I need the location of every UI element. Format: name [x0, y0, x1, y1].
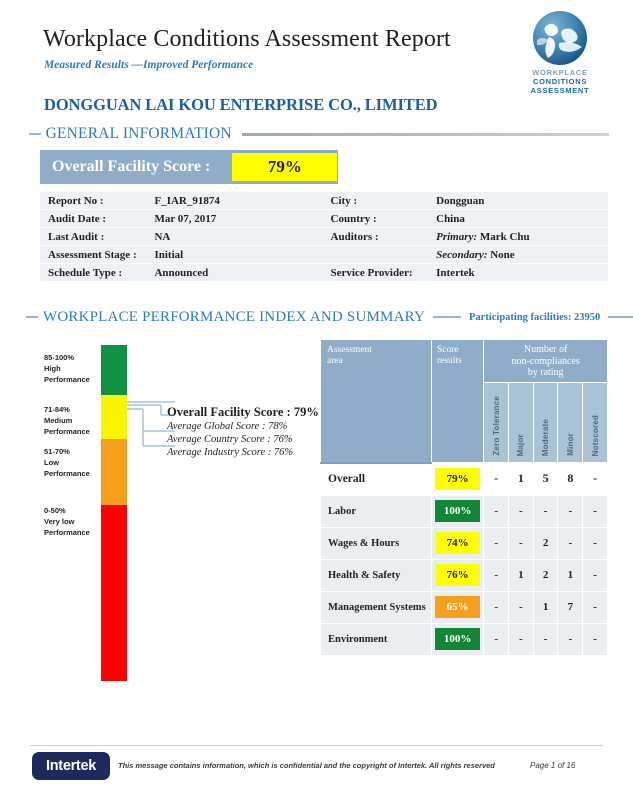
row-notscored: -	[583, 559, 608, 591]
row-zero-tolerance: -	[484, 495, 509, 527]
page-title: Workplace Conditions Assessment Report	[43, 26, 451, 52]
field-label: Report No :	[40, 192, 146, 210]
column-header-label: Moderate	[541, 418, 551, 456]
field-value: China	[428, 210, 608, 228]
perf-legend-line3: Performance	[44, 528, 90, 537]
table-row	[321, 527, 608, 559]
field-value: Dongguan	[428, 192, 608, 210]
field-label: Assessment Stage :	[40, 246, 146, 264]
perf-legend-line2: High	[44, 364, 61, 373]
column-header-label: Major	[516, 433, 526, 456]
row-major: 1	[509, 463, 534, 496]
perf-legend-line3: Performance	[44, 375, 90, 384]
table-row	[321, 559, 608, 591]
row-major: -	[509, 591, 534, 623]
row-score-cell	[431, 527, 483, 559]
score-badge: 76%	[435, 564, 480, 586]
perf-legend-low	[44, 446, 90, 479]
annotation-overall-facility-score: Overall Facility Score : 79%	[167, 405, 319, 419]
table-row	[321, 495, 608, 527]
row-score-cell	[431, 623, 483, 655]
section-rule	[608, 316, 633, 318]
column-header-minor	[558, 383, 583, 463]
perf-legend-range: 51-70%	[44, 447, 70, 456]
column-header-line2: area	[327, 356, 343, 366]
column-header-label: Zero Tolerance	[491, 396, 501, 456]
perf-segment-medium	[101, 395, 127, 439]
page-subtitle: Measured Results —Improved Performance	[44, 59, 254, 71]
field-value: Announced	[146, 264, 322, 282]
row-notscored: -	[583, 495, 608, 527]
column-header-major	[509, 383, 534, 463]
footer-page-number: Page 1 of 16	[530, 761, 576, 770]
perf-legend-range: 85-100%	[44, 353, 75, 362]
annotation-average-global-score: Average Global Score : 78%	[167, 421, 288, 432]
annotation-average-country-score: Average Country Score : 76%	[167, 434, 293, 445]
row-moderate: 2	[533, 527, 558, 559]
section-title: WORKPLACE PERFORMANCE INDEX AND SUMMARY	[43, 308, 426, 325]
field-label: Country :	[323, 210, 429, 228]
perf-segment-high	[101, 345, 127, 395]
table-row	[321, 591, 608, 623]
table-row	[321, 623, 608, 655]
perf-legend-line3: Performance	[44, 427, 90, 436]
column-header-line1: Number of	[523, 344, 568, 355]
row-score-cell	[431, 495, 483, 527]
score-badge: 100%	[435, 628, 480, 650]
score-badge: 74%	[435, 532, 480, 554]
field-value: Intertek	[428, 264, 608, 282]
column-header-label: Notscored	[590, 414, 600, 456]
field-value: Mar 07, 2017	[146, 210, 322, 228]
row-area-label: Management Systems	[321, 591, 432, 623]
column-header-line2: results	[436, 356, 462, 366]
auditor-primary-name: Mark Chu	[479, 230, 530, 243]
perf-segment-very-low	[101, 505, 127, 681]
table-row	[40, 210, 608, 228]
row-moderate: -	[533, 623, 558, 655]
overall-score-label: Overall Facility Score :	[52, 158, 211, 175]
field-label	[323, 246, 429, 264]
column-header-score-results	[431, 340, 483, 463]
perf-legend-line2: Very low	[44, 517, 75, 526]
footer-confidentiality-note: This message contains information, which is confidential and the copyright of Intertek. All rights reserved	[118, 761, 495, 770]
row-zero-tolerance: -	[484, 591, 509, 623]
table-row	[40, 246, 608, 264]
row-minor: 1	[558, 559, 583, 591]
row-moderate: -	[533, 495, 558, 527]
column-header-line3: by rating	[527, 367, 564, 378]
row-area-label: Environment	[321, 623, 432, 655]
column-header-assessment-area	[321, 340, 432, 463]
field-label: Schedule Type :	[40, 264, 146, 282]
table-row	[40, 228, 608, 246]
column-header-line1: Score	[436, 345, 459, 355]
row-notscored: -	[583, 591, 608, 623]
perf-legend-very-low	[44, 505, 90, 538]
footer-divider	[30, 745, 603, 746]
perf-legend-line2: Medium	[44, 416, 73, 425]
perf-legend-medium	[44, 404, 90, 437]
row-minor: -	[558, 527, 583, 559]
row-major: -	[509, 527, 534, 559]
perf-legend-high	[44, 352, 90, 385]
auditor-secondary-name: None	[490, 248, 515, 261]
row-major: -	[509, 495, 534, 527]
field-value	[428, 246, 608, 264]
company-name: DONGGUAN LAI KOU ENTERPRISE CO., LIMITED	[44, 95, 438, 114]
row-major: -	[509, 623, 534, 655]
row-major: 1	[509, 559, 534, 591]
perf-legend-range: 0-50%	[44, 506, 66, 515]
row-moderate: 1	[533, 591, 558, 623]
row-area-label: Health & Safety	[321, 559, 432, 591]
column-header-noncompliances	[484, 340, 608, 383]
section-header-general-information	[29, 123, 609, 145]
row-area-label: Wages & Hours	[321, 527, 432, 559]
field-label: Last Audit :	[40, 228, 146, 246]
wca-logo-line1: WORKPLACE	[532, 68, 588, 77]
column-header-line1: Assessment	[327, 345, 372, 355]
wca-logo	[515, 10, 605, 95]
row-area-label: Overall	[321, 463, 432, 496]
row-moderate: 2	[533, 559, 558, 591]
row-minor: 7	[558, 591, 583, 623]
column-header-line2: non-compliances	[511, 355, 580, 367]
table-row	[321, 463, 608, 496]
table-header-row	[321, 340, 608, 383]
row-minor: -	[558, 495, 583, 527]
column-header-zero-tolerance	[484, 383, 509, 463]
perf-legend-range: 71-84%	[44, 405, 70, 414]
row-minor: -	[558, 623, 583, 655]
field-label: Service Provider:	[323, 264, 429, 282]
row-minor: 8	[558, 463, 583, 496]
table-row	[40, 192, 608, 210]
intertek-logo: Intertek	[32, 752, 110, 780]
wca-logo-line2: CONDITIONS	[532, 77, 588, 86]
assessment-summary-table	[320, 339, 608, 656]
perf-legend-line2: Low	[44, 458, 59, 467]
auditor-primary-label: Primary:	[436, 230, 478, 243]
field-value: F_IAR_91874	[146, 192, 322, 210]
field-value	[428, 228, 608, 246]
field-label: Audit Date :	[40, 210, 146, 228]
row-zero-tolerance: -	[484, 559, 509, 591]
score-annotations	[167, 404, 319, 459]
row-zero-tolerance: -	[484, 527, 509, 559]
overall-facility-score-banner	[40, 150, 338, 184]
section-dash-icon	[26, 316, 38, 318]
wca-logo-line3: ASSESSMENT	[530, 86, 590, 95]
section-title: GENERAL INFORMATION	[45, 125, 232, 142]
performance-index-bar	[101, 345, 127, 681]
section-rule	[242, 133, 609, 136]
score-badge: 100%	[435, 500, 480, 522]
perf-segment-low	[101, 439, 127, 505]
overall-score-value: 79%	[232, 153, 337, 181]
row-moderate: 5	[533, 463, 558, 496]
row-notscored: -	[583, 463, 608, 496]
column-header-label: Minor	[565, 433, 575, 456]
perf-legend-line3: Performance	[44, 469, 90, 478]
row-score-cell	[431, 591, 483, 623]
wca-circle-icon	[515, 10, 605, 68]
column-header-moderate	[533, 383, 558, 463]
row-score-cell	[431, 463, 483, 496]
section-header-workplace-performance-index	[26, 306, 633, 328]
section-dash-icon	[29, 133, 41, 135]
column-header-notscored	[583, 383, 608, 463]
general-information-table	[40, 192, 608, 282]
participating-facilities-count: Participating facilities: 23950	[469, 311, 601, 323]
row-zero-tolerance: -	[484, 463, 509, 496]
annotation-average-industry-score: Average Industry Score : 76%	[167, 447, 294, 458]
score-badge: 79%	[435, 468, 480, 490]
row-score-cell	[431, 559, 483, 591]
row-notscored: -	[583, 623, 608, 655]
section-rule	[433, 316, 461, 318]
score-badge: 65%	[435, 596, 480, 618]
row-zero-tolerance: -	[484, 623, 509, 655]
row-notscored: -	[583, 527, 608, 559]
field-value: NA	[146, 228, 322, 246]
field-label: Auditors :	[323, 228, 429, 246]
row-area-label: Labor	[321, 495, 432, 527]
table-row	[40, 264, 608, 282]
auditor-secondary-label: Secondary:	[436, 248, 488, 261]
field-value: Initial	[146, 246, 322, 264]
field-label: City :	[323, 192, 429, 210]
